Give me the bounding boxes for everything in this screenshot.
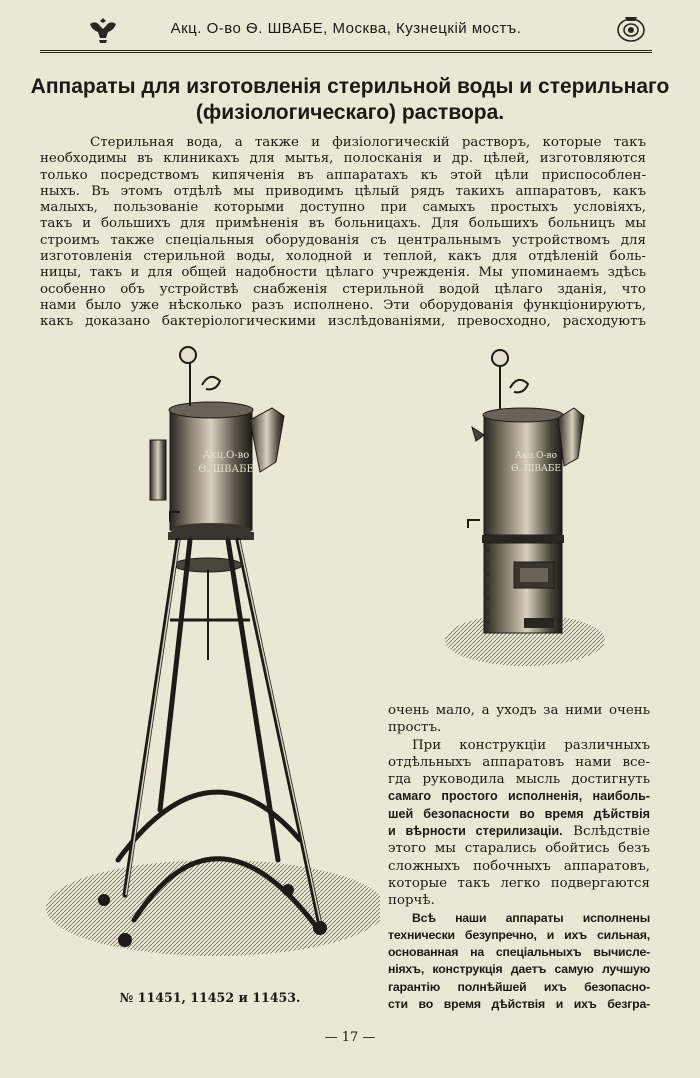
running-header bbox=[40, 8, 652, 48]
vessel-label-line-1: Акц.О-во bbox=[202, 450, 250, 461]
stove-sterilizer-illustration bbox=[440, 340, 610, 670]
paragraph-line: порчѣ. bbox=[388, 893, 435, 909]
right-text-column bbox=[388, 702, 650, 1013]
intro-line: какъ доказано бактеріологическими изслѣдованіями, превосходно, расходуютъ bbox=[40, 314, 646, 330]
paragraph-line: отдѣльныхъ аппаратовъ нами все- bbox=[388, 754, 650, 770]
vessel-label-line-2: Ѳ. ШВАБЕ bbox=[198, 464, 254, 475]
intro-line: Стерильная вода, а также и физіологическій растворъ, которые такъ bbox=[90, 135, 646, 150]
intro-line: нами было уже нѣсколько разъ исполнено. Эти оборудованія функціонируютъ, bbox=[40, 297, 646, 313]
intro-line: ныхъ. Въ этомъ отдѣлѣ мы приводимъ цѣлый рядъ такихъ аппаратовъ, какъ bbox=[40, 183, 646, 199]
emphasis-line: шей безопасности во время дѣйствія bbox=[388, 806, 650, 821]
intro-line: особенно объ устройствѣ снабженія стерильной водой цѣлаго зданія, что bbox=[40, 281, 646, 297]
intro-line: необходимы въ клиникахъ для мытья, полосканія и др. цѣлей, изготовляются bbox=[40, 151, 646, 167]
continued-line: очень мало, а уходъ за ними очень bbox=[388, 703, 650, 718]
crest-icon bbox=[614, 12, 648, 46]
page-number: — 17 — bbox=[324, 1030, 376, 1045]
intro-line: ницы, такъ и для общей надобности цѣлаго учрежденія. Мы упоминаемъ здѣсь bbox=[40, 265, 646, 281]
bold-paragraph-line: ніяхъ, конструкція даетъ самую лучшую bbox=[388, 962, 650, 977]
regular-text: Вслѣдствіе bbox=[573, 824, 650, 840]
paragraph-line: которые такъ легко подвергаются bbox=[388, 875, 650, 891]
intro-line: изготовленія стерильной воды, холодной и теплой, какъ для отдѣленій боль- bbox=[40, 249, 646, 265]
bold-paragraph-line: технически безупречно, и ихъ сильная, bbox=[388, 927, 650, 942]
bold-paragraph-line: основанная на спеціальныхъ вычисле- bbox=[388, 945, 650, 960]
vessel-label-line-2: Ѳ. ШВАБЕ bbox=[511, 464, 561, 474]
figure-caption: № 11451, 11452 и 11453. bbox=[119, 990, 301, 1005]
bold-paragraph-line: сти во время дѣйствія и ихъ безгра- bbox=[388, 997, 650, 1012]
emphasis-line: самаго простого исполненія, наиболь- bbox=[388, 789, 650, 804]
tripod-sterilizer-illustration bbox=[40, 340, 380, 970]
header-text: Акц. О-во Ѳ. ШВАБЕ, Москва, Кузнецкій мостъ. bbox=[170, 20, 522, 37]
intro-line: строимъ также спеціальныя оборудованія съ центральнымъ устройствомъ для bbox=[40, 232, 646, 248]
intro-line: такъ и большихъ для примѣненія въ больницахъ. Для большихъ больницъ мы bbox=[40, 216, 646, 232]
bold-paragraph-line: гарантію полнѣйшей ихъ безопасно- bbox=[388, 979, 650, 994]
mixed-line bbox=[388, 823, 650, 840]
intro-paragraph bbox=[40, 135, 646, 331]
continued-line: простъ. bbox=[388, 720, 442, 736]
emphasis-text: и вѣрности стерилизаціи. bbox=[388, 824, 563, 839]
vessel-label-line-1: Акц.О-во bbox=[515, 451, 557, 461]
intro-line: малыхъ, пользованіе которыми доступно при самыхъ простыхъ условіяхъ, bbox=[40, 200, 646, 216]
title-line-1: Аппараты для изготовленія стерильной воды и стерильнаго bbox=[30, 75, 670, 98]
title-line-2: (физіологическаго) раствора. bbox=[195, 101, 505, 124]
paragraph-line: этого мы старались обойтись безъ bbox=[388, 841, 650, 857]
paragraph-line: сложныхъ побочныхъ аппаратовъ, bbox=[388, 858, 650, 874]
intro-line: только посредствомъ кипяченія въ аппаратахъ къ этой цѣли приспособлен- bbox=[40, 167, 646, 183]
bold-paragraph-line: Всѣ наши аппараты исполнены bbox=[412, 910, 650, 925]
paragraph-line: При конструкціи различныхъ bbox=[412, 737, 650, 753]
header-rule bbox=[40, 50, 652, 53]
paragraph-line: гда руководила мысль достигнуть bbox=[388, 772, 650, 788]
section-title bbox=[30, 74, 670, 126]
